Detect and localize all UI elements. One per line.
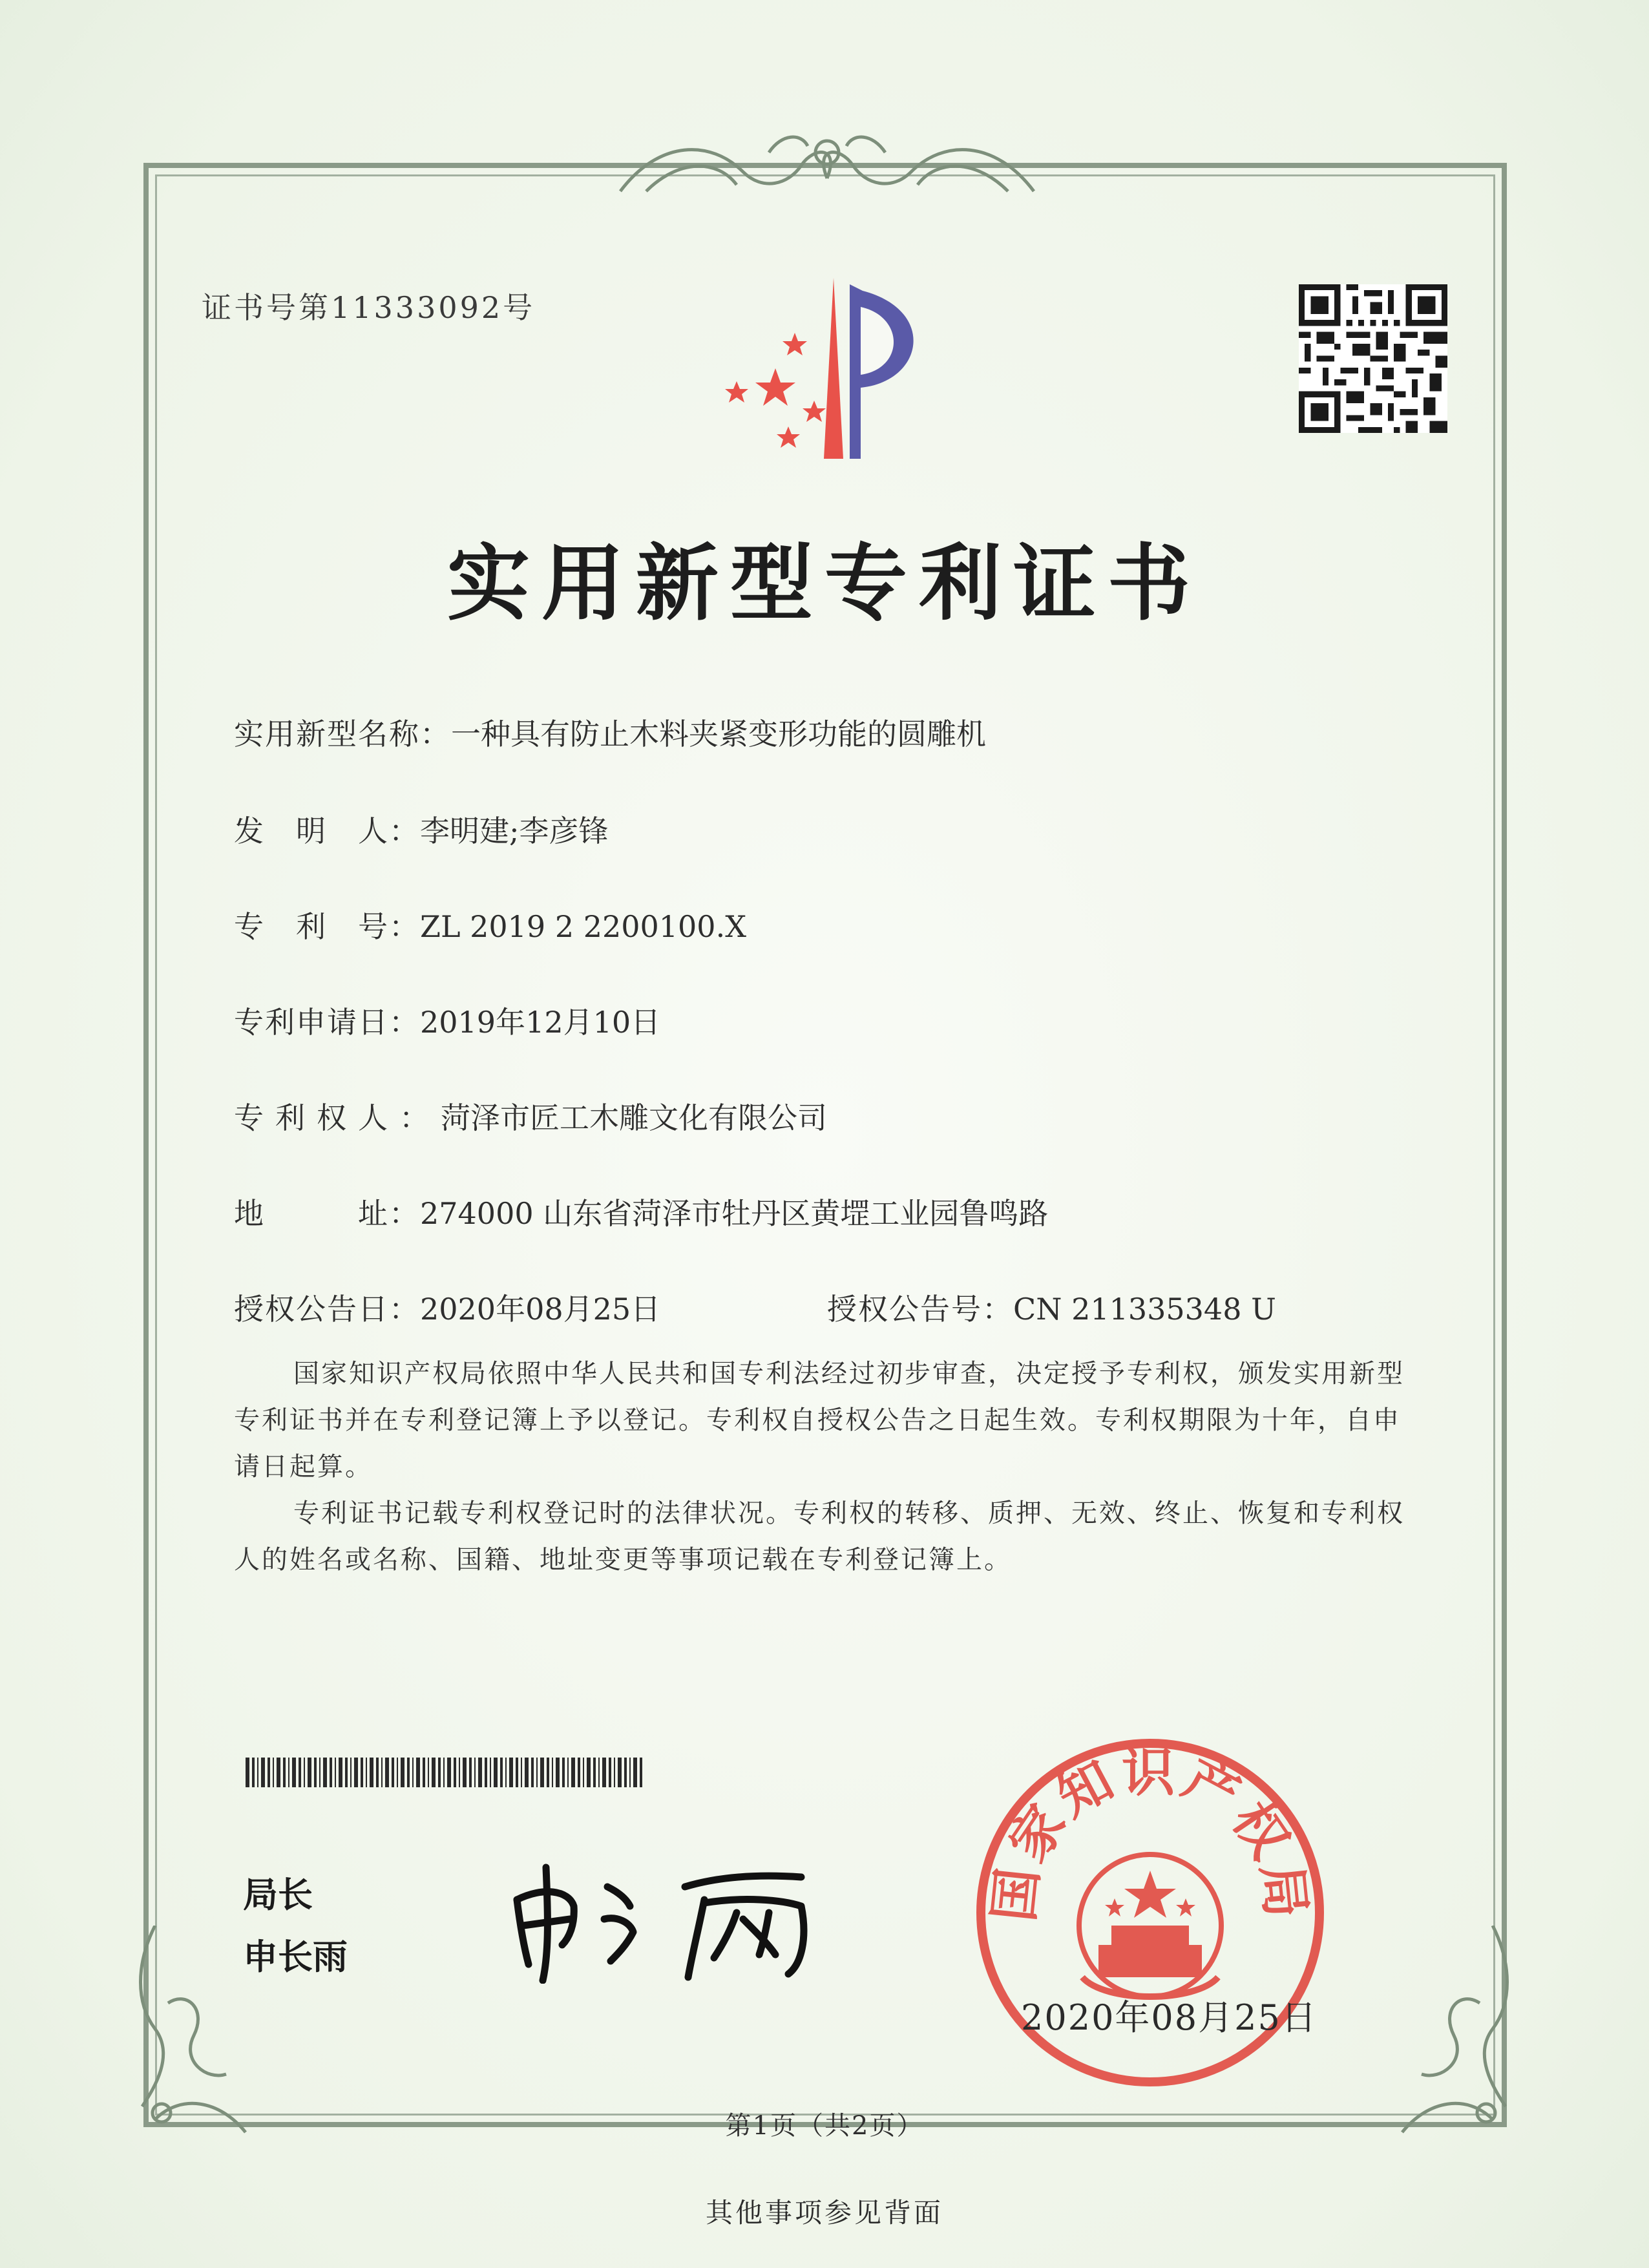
- field-value: 2020年08月25日: [420, 1292, 661, 1327]
- field-label: 授权公告日：: [234, 1292, 420, 1327]
- footer-note: 其他事项参见背面: [705, 2197, 943, 2229]
- field-value: 菏泽市匠工木雕文化有限公司: [441, 1100, 827, 1135]
- certificate-number: 证书号第11333092号: [202, 290, 536, 325]
- field-label: 实用新型名称：: [234, 717, 451, 751]
- field-label: 专 利 号：: [234, 909, 420, 944]
- field-patentee: [234, 1095, 827, 1137]
- field-value: CN 211335348 U: [1013, 1292, 1276, 1327]
- field-label: 地 址：: [234, 1196, 420, 1231]
- field-grant-date: [234, 1286, 660, 1328]
- field-value: 李明建;李彦锋: [420, 814, 609, 848]
- field-utility-model-name: [234, 711, 986, 753]
- top-ornament-icon: [607, 127, 1047, 204]
- director-name: 申长雨: [243, 1937, 348, 1977]
- grant-statement-paragraph: 国家知识产权局依照中华人民共和国专利法经过初步审查，决定授予专利权，颁发实用新型专利证书并在专利登记簿上予以登记。专利权自授权公告之日起生效。专利权期限为十年，自申请日起算。: [234, 1359, 1405, 1482]
- field-label: 授权公告号：: [827, 1292, 1013, 1327]
- barcode-icon: [246, 1758, 646, 1787]
- cnipa-logo-icon: [711, 271, 956, 465]
- field-label: 发 明 人：: [234, 814, 420, 848]
- qr-code-icon: [1299, 284, 1447, 433]
- handwritten-signature-icon: [498, 1842, 834, 1984]
- field-label: 专利申请日：: [234, 1005, 420, 1040]
- field-value: 2019年12月10日: [420, 1005, 661, 1040]
- seal-date: 2020年08月25日: [1021, 1997, 1318, 2038]
- legal-status-paragraph: 专利证书记载专利权登记时的法律状况。专利权的转移、质押、无效、终止、恢复和专利权人的姓名或名称、国籍、地址变更等事项记载在专利登记簿上。: [234, 1498, 1405, 1575]
- field-value: ZL 2019 2 2200100.X: [420, 909, 746, 944]
- certificate-title: 实用新型专利证书: [446, 535, 1202, 632]
- field-inventor: [234, 808, 609, 850]
- field-address: [234, 1190, 1048, 1233]
- page-indicator: 第1页（共2页）: [725, 2111, 924, 2141]
- director-title: 局长: [243, 1874, 313, 1915]
- field-patent-number: [234, 903, 746, 946]
- field-value: 一种具有防止木料夹紧变形功能的圆雕机: [451, 717, 986, 751]
- field-filing-date: [234, 999, 660, 1042]
- field-label: 专利权人：: [234, 1100, 441, 1135]
- field-value: 274000 山东省菏泽市牡丹区黄堽工业园鲁鸣路: [420, 1196, 1049, 1231]
- seal-text: 国家知识产权局: [982, 1741, 1318, 1925]
- field-grant-number: [827, 1286, 1276, 1328]
